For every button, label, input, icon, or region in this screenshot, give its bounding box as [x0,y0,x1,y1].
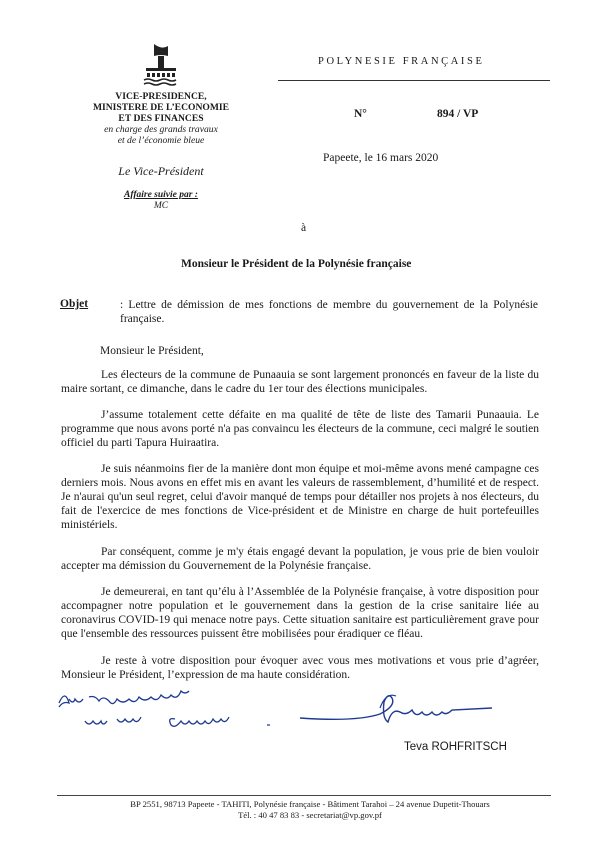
org-line: ET DES FINANCES [118,113,204,124]
government-emblem-logo [140,42,182,86]
subject-text: : Lettre de démission de mes fonctions de membre du gouvernement de la Polynésie française. [120,299,538,325]
paragraph: J’assume totalement cette défaite en ma qualité de tête de liste des Tamarii Punaauia. Le programme que nous avons porté n'a pas convaincu les électeurs de la commune, ceci malgré le soutien officiel du parti Tapura Huiraatira. [61,409,539,449]
affaire-block [78,190,244,212]
affaire-label: Affaire suivie par : [124,190,198,200]
to-marker: à [301,222,307,234]
paragraph: Par conséquent, comme je m'y étais engagé devant la population, je vous prie de bien vouloir accepter ma démission du Gouvernement de la Polynésie française. [61,546,539,572]
org-line: MINISTERE DE L’ECONOMIE [92,102,230,113]
signature [296,688,506,740]
signatory-name: Teva ROHFRITSCH [404,741,507,753]
letter-date: Papeete, le 16 mars 2020 [323,152,439,164]
issuing-office [78,91,244,146]
handwritten-note [55,685,285,735]
recipient: Monsieur le Président de la Polynésie française [181,258,412,270]
footer-divider [57,795,551,796]
reference-label: N° [354,108,367,120]
org-line: et de l’économie bleue [117,135,205,146]
divider [278,80,550,81]
salutation: Monsieur le Président, [100,345,204,357]
footer-contact: Tél. : 40 47 83 83 - secretariat@vp.gov.pf [238,810,382,820]
paragraph: Je suis néanmoins fier de la manière dont mon équipe et moi-même avons mené campagne ces derniers mois. Nous avons en effet mis en avant les valeurs de rassemblement, d’humilité et de respect. Je n'aurai qu'un seul regret, celui d'avoir manqué de temps pour détailler nos projets à nos électeurs, du fait de l'exercice de mes fonctions de Vice-président et de Ministre en charge de huit portefeuilles ministériels. [61,463,539,531]
paragraph: Je reste à votre disposition pour évoquer avec vous mes motivations et vous prie d’agréer, Monsieur le Président, l’expression de ma haute considération. [61,655,539,681]
subject-label: Objet [60,298,89,310]
org-line: VICE-PRESIDENCE, [115,91,207,102]
reference-number: 894 / VP [437,108,479,120]
affaire-value: MC [153,201,169,211]
paragraph: Je demeurerai, en tant qu’élu à l’Assemblée de la Polynésie française, à votre disposition pour accompagner notre population et le gouvernement dans la gestion de la crise sanitaire liée au coronavirus COVID-19 qui menace notre pays. Cette situation sanitaire est particulièrement grave pour que l'ensemble des ressources puissent être mobilisées pour éradiquer ce fléau. [61,586,539,640]
country-heading: POLYNESIE FRANÇAISE [318,56,485,67]
org-line: en charge des grands travaux [104,124,218,135]
vp-title: Le Vice-Président [118,164,204,178]
paragraph: Les électeurs de la commune de Punaauia se sont largement prononcés en faveur de la liste du maire sortant, ce dimanche, dans le cadre du 1er tour des élections municipales. [61,369,539,395]
footer [70,799,550,821]
footer-address: BP 2551, 98713 Papeete - TAHITI, Polynésie française - Bâtiment Tarahoi – 24 avenue Dupetit-Thouars [130,799,490,809]
